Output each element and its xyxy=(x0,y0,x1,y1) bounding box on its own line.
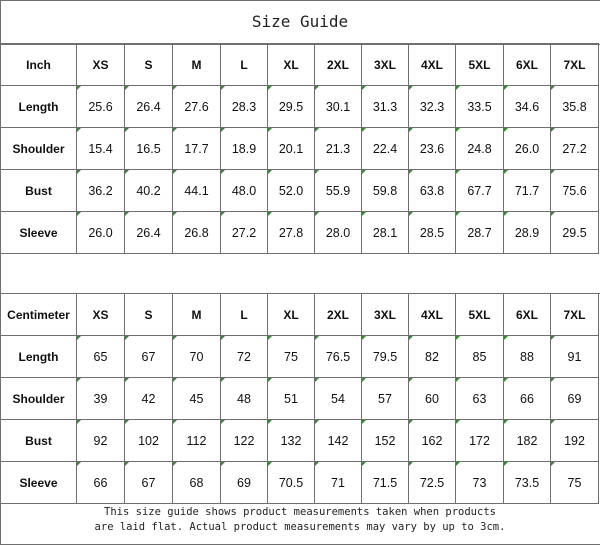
measurement-value: 42 xyxy=(125,378,173,420)
measurement-value: 63.8 xyxy=(409,170,456,212)
measurement-value: 102 xyxy=(125,420,173,462)
size-header-cell: 2XL xyxy=(315,44,362,86)
size-header-cell: XS xyxy=(77,294,125,336)
measurement-value: 29.5 xyxy=(268,86,315,128)
measurement-value: 27.2 xyxy=(551,128,599,170)
measurement-value: 73.5 xyxy=(504,462,551,504)
measurement-value: 182 xyxy=(504,420,551,462)
measurement-label: Shoulder xyxy=(1,378,77,420)
measurement-label: Sleeve xyxy=(1,212,77,254)
measurement-value: 172 xyxy=(456,420,504,462)
size-header-cell: XL xyxy=(268,294,315,336)
measurement-value: 26.0 xyxy=(77,212,125,254)
measurement-value: 26.0 xyxy=(504,128,551,170)
table-spacer xyxy=(0,251,600,294)
measurement-label: Length xyxy=(1,86,77,128)
measurement-value: 69 xyxy=(221,462,268,504)
measurement-label: Bust xyxy=(1,420,77,462)
measurement-value: 28.5 xyxy=(409,212,456,254)
measurement-row xyxy=(1,378,599,420)
measurement-value: 67.7 xyxy=(456,170,504,212)
measurement-value: 29.5 xyxy=(551,212,599,254)
measurement-label: Sleeve xyxy=(1,462,77,504)
measurement-value: 35.8 xyxy=(551,86,599,128)
measurement-value: 16.5 xyxy=(125,128,173,170)
measurement-value: 192 xyxy=(551,420,599,462)
measurement-row xyxy=(1,420,599,462)
size-header-cell: 7XL xyxy=(551,44,599,86)
measurement-value: 66 xyxy=(504,378,551,420)
measurement-value: 23.6 xyxy=(409,128,456,170)
measurement-row xyxy=(1,86,599,128)
measurement-value: 85 xyxy=(456,336,504,378)
measurement-value: 26.8 xyxy=(173,212,221,254)
measurement-value: 28.3 xyxy=(221,86,268,128)
size-header-cell: 7XL xyxy=(551,294,599,336)
size-header-cell: L xyxy=(221,294,268,336)
measurement-row xyxy=(1,128,599,170)
note-line-2: are laid flat. Actual product measurements may vary by up to 3cm. xyxy=(94,521,506,533)
measurement-note xyxy=(0,505,600,543)
measurement-row xyxy=(1,462,599,504)
measurement-value: 28.9 xyxy=(504,212,551,254)
measurement-value: 51 xyxy=(268,378,315,420)
measurement-value: 57 xyxy=(362,378,409,420)
measurement-value: 48.0 xyxy=(221,170,268,212)
measurement-value: 67 xyxy=(125,462,173,504)
measurement-value: 52.0 xyxy=(268,170,315,212)
measurement-value: 70.5 xyxy=(268,462,315,504)
size-header-cell: 3XL xyxy=(362,294,409,336)
inch-size-table xyxy=(0,43,599,254)
size-header-cell: M xyxy=(173,294,221,336)
measurement-row xyxy=(1,212,599,254)
note-line-1: This size guide shows product measurements taken when products xyxy=(104,506,496,518)
measurement-value: 31.3 xyxy=(362,86,409,128)
measurement-value: 76.5 xyxy=(315,336,362,378)
measurement-value: 82 xyxy=(409,336,456,378)
size-header-cell: 5XL xyxy=(456,294,504,336)
size-header-cell: 6XL xyxy=(504,44,551,86)
measurement-value: 27.8 xyxy=(268,212,315,254)
measurement-value: 59.8 xyxy=(362,170,409,212)
centimeter-size-table xyxy=(0,293,599,504)
measurement-value: 27.2 xyxy=(221,212,268,254)
measurement-value: 92 xyxy=(77,420,125,462)
measurement-value: 67 xyxy=(125,336,173,378)
measurement-value: 28.0 xyxy=(315,212,362,254)
measurement-value: 71.7 xyxy=(504,170,551,212)
measurement-value: 20.1 xyxy=(268,128,315,170)
measurement-value: 69 xyxy=(551,378,599,420)
measurement-value: 162 xyxy=(409,420,456,462)
measurement-value: 68 xyxy=(173,462,221,504)
measurement-value: 72 xyxy=(221,336,268,378)
measurement-value: 79.5 xyxy=(362,336,409,378)
measurement-value: 24.8 xyxy=(456,128,504,170)
unit-label: Inch xyxy=(1,44,77,86)
size-header-cell: M xyxy=(173,44,221,86)
measurement-value: 44.1 xyxy=(173,170,221,212)
measurement-label: Length xyxy=(1,336,77,378)
size-header-row xyxy=(1,44,599,86)
measurement-value: 152 xyxy=(362,420,409,462)
measurement-value: 65 xyxy=(77,336,125,378)
page-title: Size Guide xyxy=(0,0,600,45)
measurement-value: 75 xyxy=(268,336,315,378)
size-header-cell: XL xyxy=(268,44,315,86)
measurement-value: 63 xyxy=(456,378,504,420)
measurement-value: 73 xyxy=(456,462,504,504)
measurement-value: 18.9 xyxy=(221,128,268,170)
measurement-value: 34.6 xyxy=(504,86,551,128)
measurement-value: 15.4 xyxy=(77,128,125,170)
size-header-cell: 4XL xyxy=(409,294,456,336)
measurement-value: 28.7 xyxy=(456,212,504,254)
measurement-value: 39 xyxy=(77,378,125,420)
size-header-cell: L xyxy=(221,44,268,86)
size-header-cell: 6XL xyxy=(504,294,551,336)
measurement-value: 70 xyxy=(173,336,221,378)
measurement-value: 40.2 xyxy=(125,170,173,212)
size-header-row xyxy=(1,294,599,336)
measurement-label: Shoulder xyxy=(1,128,77,170)
size-header-cell: S xyxy=(125,44,173,86)
measurement-value: 132 xyxy=(268,420,315,462)
measurement-value: 48 xyxy=(221,378,268,420)
measurement-value: 22.4 xyxy=(362,128,409,170)
size-header-cell: 2XL xyxy=(315,294,362,336)
measurement-value: 27.6 xyxy=(173,86,221,128)
measurement-value: 32.3 xyxy=(409,86,456,128)
measurement-label: Bust xyxy=(1,170,77,212)
measurement-value: 60 xyxy=(409,378,456,420)
measurement-value: 33.5 xyxy=(456,86,504,128)
size-header-cell: XS xyxy=(77,44,125,86)
measurement-value: 45 xyxy=(173,378,221,420)
measurement-value: 21.3 xyxy=(315,128,362,170)
measurement-value: 30.1 xyxy=(315,86,362,128)
measurement-value: 26.4 xyxy=(125,86,173,128)
measurement-value: 26.4 xyxy=(125,212,173,254)
measurement-value: 112 xyxy=(173,420,221,462)
measurement-row xyxy=(1,336,599,378)
measurement-value: 55.9 xyxy=(315,170,362,212)
size-header-cell: S xyxy=(125,294,173,336)
measurement-value: 71.5 xyxy=(362,462,409,504)
measurement-value: 75 xyxy=(551,462,599,504)
size-header-cell: 5XL xyxy=(456,44,504,86)
measurement-value: 88 xyxy=(504,336,551,378)
measurement-value: 71 xyxy=(315,462,362,504)
measurement-value: 142 xyxy=(315,420,362,462)
measurement-value: 91 xyxy=(551,336,599,378)
measurement-value: 17.7 xyxy=(173,128,221,170)
measurement-row xyxy=(1,170,599,212)
measurement-value: 72.5 xyxy=(409,462,456,504)
measurement-value: 28.1 xyxy=(362,212,409,254)
measurement-value: 36.2 xyxy=(77,170,125,212)
measurement-value: 66 xyxy=(77,462,125,504)
size-header-cell: 3XL xyxy=(362,44,409,86)
measurement-value: 122 xyxy=(221,420,268,462)
size-header-cell: 4XL xyxy=(409,44,456,86)
unit-label: Centimeter xyxy=(1,294,77,336)
measurement-value: 54 xyxy=(315,378,362,420)
measurement-value: 25.6 xyxy=(77,86,125,128)
measurement-value: 75.6 xyxy=(551,170,599,212)
